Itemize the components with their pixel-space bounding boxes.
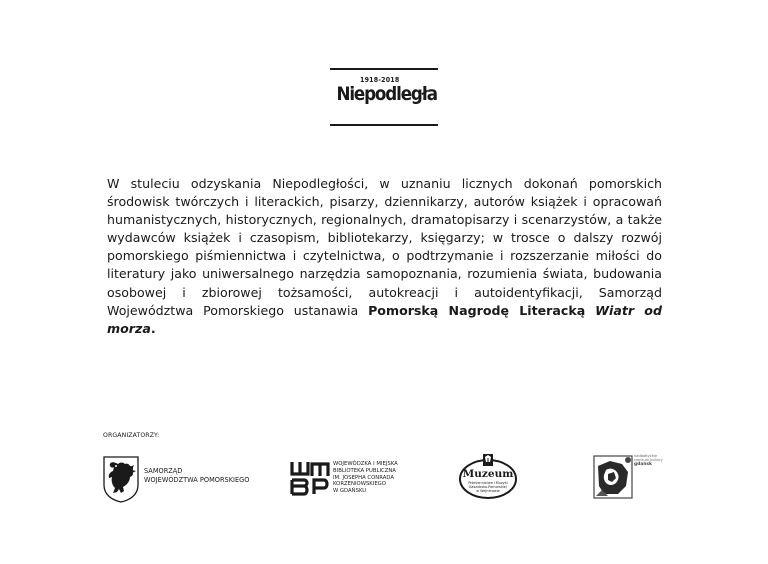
ncaa-line-1: nadbałtyckie <box>634 454 658 458</box>
organizers-label: ORGANIZATORZY: <box>103 432 160 439</box>
samorzad-name <box>144 467 249 485</box>
ncaa-line-3: gdańsk <box>634 462 652 467</box>
proclamation-body: W stuleciu odzyskania Niepodległości, w uznaniu licznych dokonań pomorskich środowisk twórczych i literackich, pisarzy, dziennikarzy, autorów książek i opracowań humanistycznych, historycznych, regionalnych, dramatopisarzy i scenarzystów, a także wydawców książek i czasopism, bibliotekarzy, księgarzy; w trosce o dalszy rozwój pomorskiego piśmiennictwa i czytelnictwa, o podtrzymanie i rozszerzanie miłości do literatury jako uniwersalnego narzędzia samopoznania, rozumienia świata, budowania osobowej i zbiorowej tożsamości, autokreacji i autoidentyfikacji, Samorząd Województwa Pomorskiego ustanawia <box>107 176 662 318</box>
logo-years: 1918-2018 <box>360 76 400 84</box>
wbp-line-4: KORZENIOWSKIEGO <box>333 481 386 488</box>
award-period: . <box>150 320 156 336</box>
ncaa-line-2: centrum kultury <box>634 458 663 462</box>
award-title: Wiatr od morza <box>107 302 662 336</box>
award-proclamation <box>107 175 662 338</box>
wbp-line-3: IM. JOSEPHA CONRADA <box>333 474 394 481</box>
logo-bottom-bar <box>330 124 438 126</box>
wbp-line-2: BIBLIOTEKA PUBLICZNA <box>333 467 396 474</box>
muzeum-line-3: w Wejherowie <box>476 489 500 493</box>
griffin-crest-icon <box>102 455 140 503</box>
wbp-name <box>333 461 398 495</box>
award-spacer <box>585 303 595 318</box>
logo-wordmark: Niepodległa <box>336 83 437 105</box>
niepodlegla-logo <box>330 68 438 126</box>
award-name: Pomorską Nagrodę Literacką <box>368 302 586 318</box>
wbp-line-5: W GDAŃSKU <box>333 488 367 495</box>
wbp-line-1: WOJEWÓDZKA I MIEJSKA <box>333 461 398 467</box>
ncaa-emblem-icon <box>590 452 636 502</box>
muzeum-name: Muzeum <box>462 468 514 480</box>
samorzad-line-2: WOJEWÓDZTWA POMORSKIEGO <box>144 476 250 484</box>
ncaa-logo <box>590 452 663 502</box>
samorzad-logo <box>102 455 262 503</box>
wbp-monogram-icon <box>290 460 330 496</box>
samorzad-line-1: SAMORZĄD <box>144 467 183 475</box>
muzeum-line-1: Piśmiennictwa i Muzyki <box>468 481 508 485</box>
muzeum-line-2: Kaszubsko-Pomorskiej <box>469 485 507 489</box>
wbp-logo <box>290 460 420 500</box>
logo-top-bar <box>330 68 438 70</box>
muzeum-logo <box>457 452 519 502</box>
